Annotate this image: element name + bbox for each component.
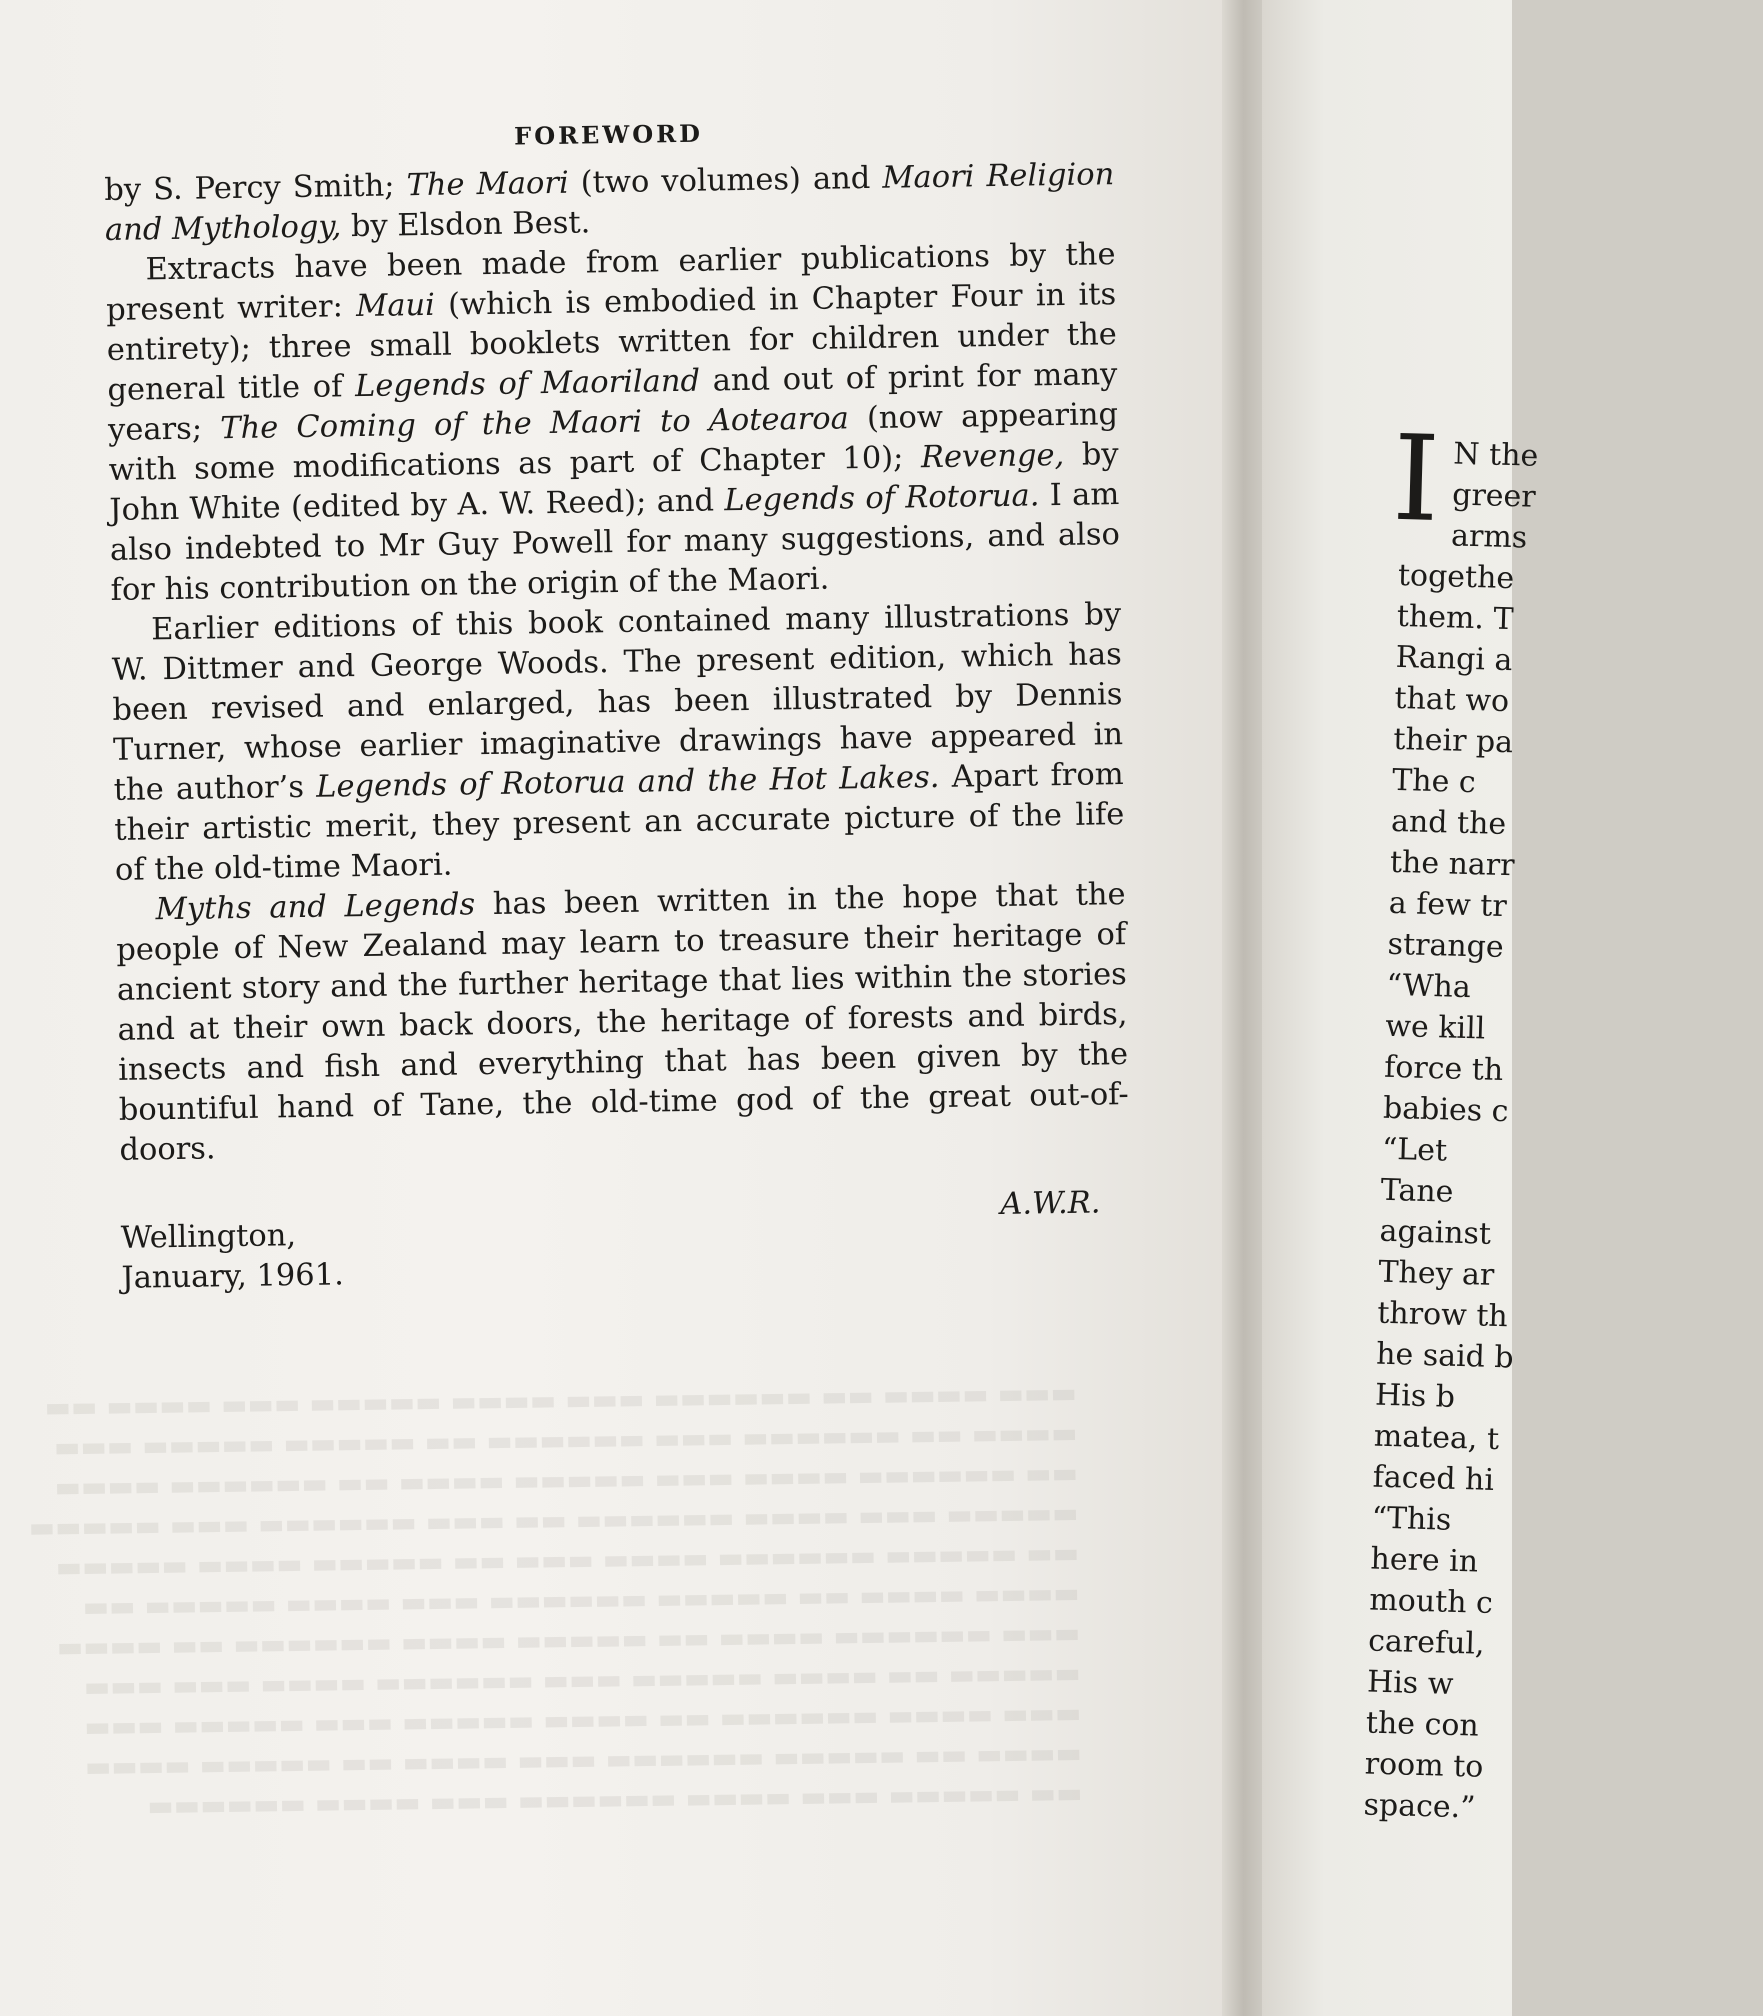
text-run: Apart from their artistic merit, they present an accurate picture of the life of the old-time Maori.	[114, 757, 1125, 888]
text-run: by John White (edited by A. W. Reed); and	[109, 437, 1119, 528]
text-run: I am also indebted to Mr Guy Powell for many suggestions, and also for his contribution on the origin of the Maori.	[109, 477, 1121, 608]
drop-cap: I	[1390, 408, 1442, 549]
paragraph	[105, 235, 1121, 611]
italic-text: Revenge,	[920, 437, 1065, 476]
italic-text: Legends of Rotorua.	[724, 478, 1040, 519]
right-page-line: arms	[1450, 518, 1528, 556]
right-page-line: faced hi	[1372, 1459, 1495, 1498]
right-page-text	[1363, 408, 1762, 1836]
right-page-line: against	[1379, 1213, 1492, 1252]
text-run: and out of print for many years;	[107, 357, 1118, 448]
italic-text: Legends of Rotorua and the Hot Lakes.	[316, 759, 940, 805]
right-page-line: the con	[1365, 1705, 1480, 1744]
italic-text: The Coming of the Maori to Aotearoa	[219, 401, 850, 447]
foreword-body	[104, 155, 1130, 1171]
right-page-line: their pa	[1392, 721, 1514, 761]
italic-text: Myths and Legends	[155, 887, 476, 928]
text-run: (which is embodied in Chapter Four in its entirety); three small booklets written for children under the general title of	[106, 277, 1118, 408]
right-page-line: Tane	[1380, 1172, 1454, 1210]
paragraph	[111, 595, 1125, 891]
right-page-line: “This	[1371, 1500, 1452, 1538]
place: Wellington,	[120, 1218, 297, 1256]
right-page-line: babies c	[1382, 1090, 1509, 1130]
right-page-line: force th	[1383, 1049, 1504, 1089]
page-heading: FOREWORD	[513, 118, 704, 151]
text-run: Earlier editions of this book contained many illustrations by W. Dittmer and George Woods. The present edition, which has been revised and enlarged, has been illustrated by Dennis Turner, whose earlier imaginative drawings have appeared in the author’s	[111, 597, 1124, 808]
right-page-line: that wo	[1394, 680, 1510, 720]
right-page-line: throw th	[1376, 1295, 1509, 1335]
right-page-line: he said b	[1375, 1336, 1515, 1376]
italic-text: Maori Religion and Mythology,	[104, 157, 1115, 248]
right-page-line: togethe	[1397, 557, 1515, 597]
text-run: Extracts have been made from earlier publications by the present writer:	[105, 237, 1116, 328]
text-run: has been written in the hope that the people of New Zealand may learn to treasure their heritage of ancient story and the further heritage that lies within the stories and at their own back doors, the heritage of forests and birds, insects and fish and everything that has been given by the bountiful hand of Tane, the old-time god of the great out-of-doors.	[116, 877, 1129, 1168]
right-page-line: the narr	[1389, 844, 1515, 884]
right-page-line: “Let	[1381, 1131, 1448, 1169]
right-page-line: we kill	[1384, 1008, 1486, 1047]
right-page	[1262, 0, 1539, 2016]
show-through-text: ▬▬▬ ▬▬▬▬ ▬▬ ▬▬▬▬▬▬ ▬▬▬ ▬▬▬▬ ▬▬▬▬▬ ▬▬▬ ▬▬▬▬ ▬▬ ▬▬▬▬ ▬▬ ▬▬▬▬▬▬ ▬▬▬ ▬▬▬▬▬▬ ▬▬ ▬▬▬▬▬ ▬▬▬▬▬ ▬▬▬ ▬▬ ▬▬▬▬▬▬ ▬▬▬▬ ▬▬▬ ▬▬▬▬▬ ▬▬▬▬ ▬▬ ▬▬▬▬▬▬ ▬▬▬▬ ▬▬▬▬▬ ▬▬▬ ▬▬▬▬ ▬▬▬▬▬▬ ▬▬ ▬▬▬ ▬▬▬▬▬▬ ▬▬▬ ▬▬▬▬▬ ▬▬ ▬▬▬▬▬ ▬▬▬▬▬▬ ▬▬▬▬ ▬▬▬ ▬▬ ▬▬▬▬▬ ▬▬▬▬ ▬▬▬▬▬ ▬▬▬▬ ▬▬▬▬ ▬▬ ▬▬▬▬▬ ▬▬▬▬▬▬ ▬▬▬ ▬▬▬▬ ▬▬▬▬▬ ▬▬ ▬▬▬ ▬▬▬▬▬▬ ▬▬▬▬ ▬▬ ▬▬▬▬▬ ▬▬▬▬ ▬▬▬▬▬▬ ▬▬ ▬▬▬▬ ▬▬▬▬▬ ▬▬ ▬▬▬▬ ▬▬▬▬▬ ▬▬▬ ▬▬▬▬▬▬ ▬▬▬▬ ▬▬▬ ▬▬▬ ▬▬▬ ▬▬▬▬ ▬▬▬▬▬▬ ▬▬ ▬▬▬▬ ▬▬▬▬▬ ▬▬▬ ▬▬▬▬▬ ▬▬▬ ▬▬▬▬ ▬▬ ▬▬▬▬▬ ▬▬▬▬▬▬ ▬▬▬ ▬▬▬▬ ▬▬ ▬▬▬▬▬ ▬▬▬▬ ▬▬ ▬▬▬▬▬ ▬▬▬ ▬▬▬▬ ▬▬▬▬▬▬ ▬▬▬ ▬▬▬▬ ▬▬▬▬▬▬	[28, 1376, 1083, 1823]
right-page-line: His w	[1366, 1664, 1454, 1702]
right-page-line: a few tr	[1388, 885, 1508, 925]
paragraph	[115, 875, 1129, 1171]
date: January, 1961.	[121, 1257, 345, 1296]
italic-text: The Maori	[406, 165, 569, 204]
signature: A.W.R.	[1000, 1185, 1101, 1223]
right-page-line: His b	[1374, 1377, 1456, 1415]
right-page-line: mouth c	[1368, 1582, 1494, 1621]
text-run: (two volumes) and	[568, 160, 883, 201]
right-page-line: greer	[1451, 477, 1537, 515]
right-page-line: and the	[1390, 803, 1507, 843]
right-page-line: careful,	[1367, 1623, 1486, 1662]
right-page-line: here in	[1370, 1541, 1479, 1580]
foreword-text	[104, 118, 1132, 1299]
right-page-line: Rangi a	[1395, 639, 1513, 679]
right-page-line: They ar	[1378, 1254, 1495, 1293]
text-run: by S. Percy Smith;	[104, 168, 407, 208]
right-page-line: matea, t	[1373, 1418, 1500, 1458]
text-run: (now appearing with some modifications as part of Chapter 10);	[108, 397, 1119, 488]
right-page-line: room to	[1364, 1746, 1484, 1785]
right-page-line: The c	[1391, 762, 1477, 801]
text-run: by Elsdon Best.	[340, 205, 591, 245]
right-page-line: them. T	[1396, 598, 1514, 638]
italic-text: Maui	[355, 287, 436, 325]
right-page-line: space.”	[1363, 1787, 1477, 1826]
italic-text: Legends of Maoriland	[354, 363, 701, 405]
right-page-line: strange	[1387, 926, 1505, 966]
right-page-line: N the	[1452, 436, 1539, 474]
right-page-lines	[1363, 432, 1762, 1836]
right-page-line: “Wha	[1386, 967, 1472, 1006]
